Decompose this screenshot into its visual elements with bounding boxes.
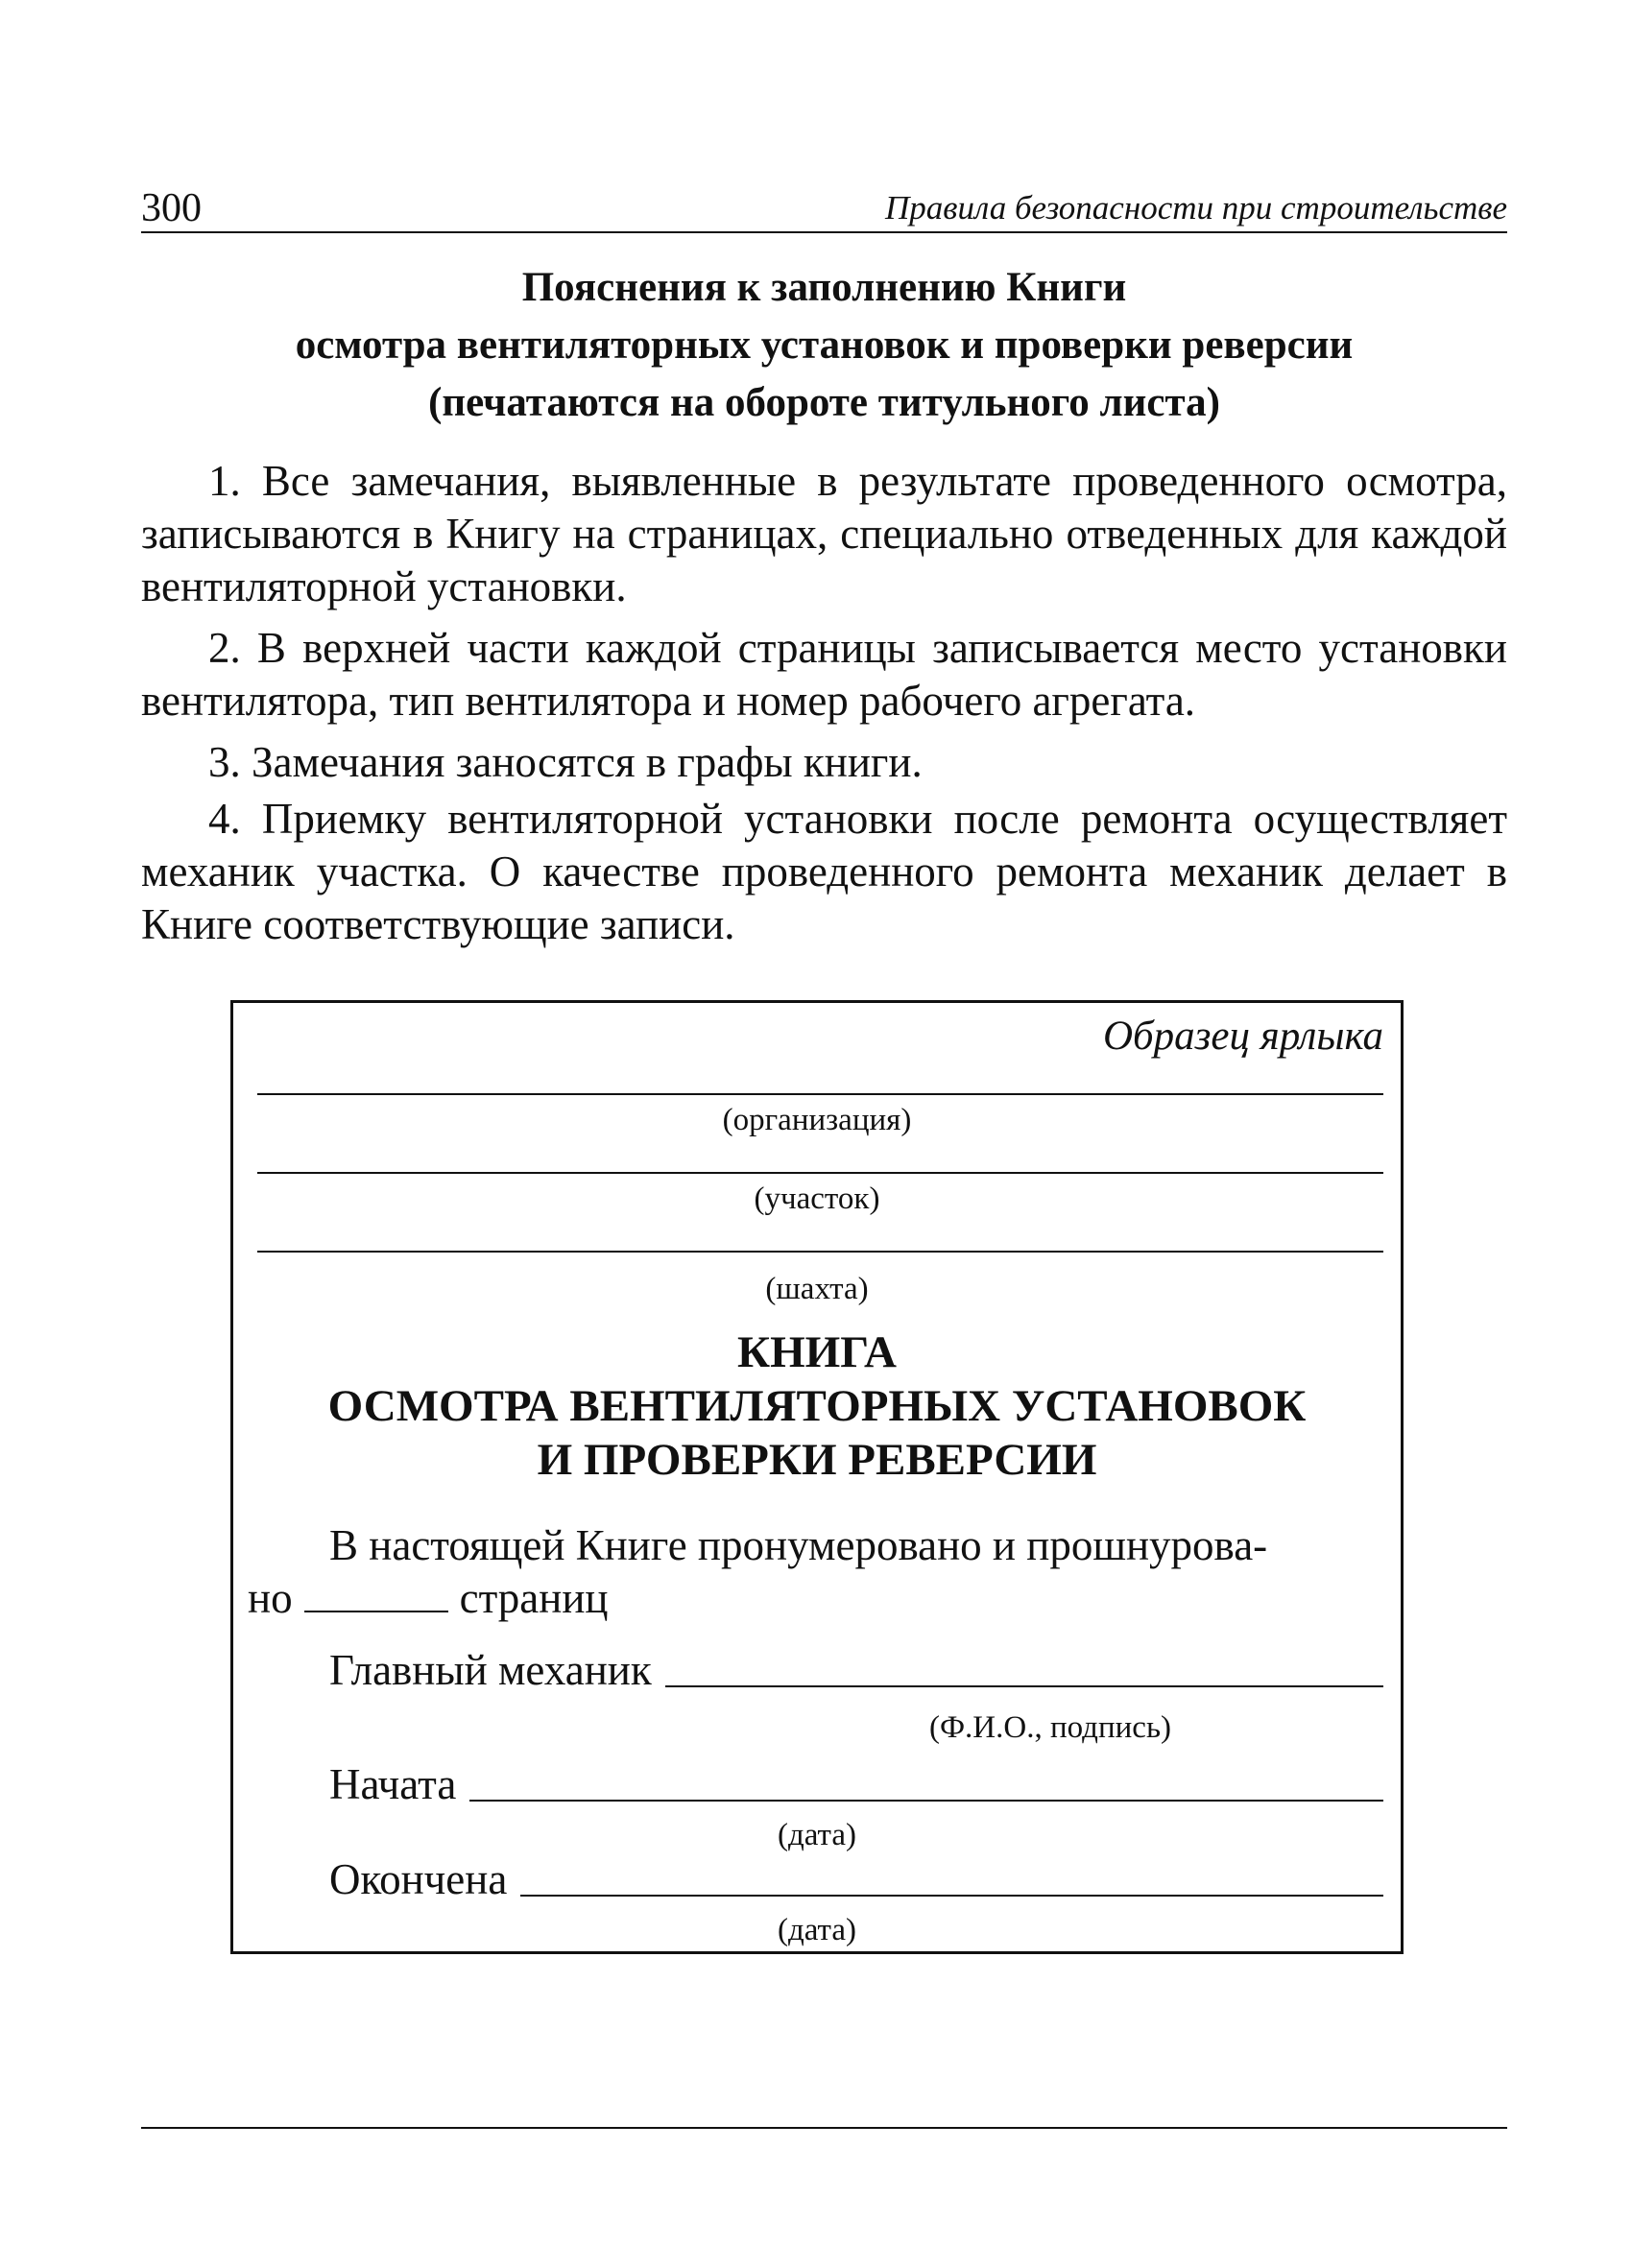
heading-line-2: осмотра вентиляторных установок и проверки реверсии	[295, 322, 1354, 368]
started-caption: (дата)	[777, 1818, 857, 1852]
page-header	[141, 185, 1507, 233]
page-count-statement	[248, 1519, 1383, 1625]
page-count-line-1: В настоящей Книге пронумеровано и прошнурова-	[329, 1521, 1268, 1569]
paragraph-4: 4. Приемку вентиляторной установки после ремонта осуществляет механик участка. О качестве проведенного ремонта механик делает в Книге соответствующие записи.	[141, 795, 1507, 948]
chief-mechanic-line	[665, 1685, 1383, 1687]
chief-mechanic-field	[329, 1644, 1383, 1697]
book-title	[233, 1325, 1401, 1487]
finished-field	[329, 1853, 1383, 1906]
heading-line-3: (печатаются на обороте титульного листа)	[428, 380, 1220, 425]
page-count-blank	[304, 1576, 448, 1612]
footer-rule	[141, 2127, 1507, 2129]
paragraph-3: 3. Замечания заносятся в графы книги.	[208, 738, 923, 786]
paragraph-1: 1. Все замечания, выявленные в результате проведенного осмотра, записываются в Книгу на страницах, специально отведенных для каждой вентиляторной установки.	[141, 457, 1507, 610]
chief-mechanic-label: Главный механик	[329, 1646, 652, 1694]
started-field	[329, 1758, 1383, 1811]
finished-label: Окончена	[329, 1855, 508, 1903]
book-title-line-2: ОСМОТРА ВЕНТИЛЯТОРНЫХ УСТАНОВОК	[327, 1381, 1307, 1431]
heading-line-1: Пояснения к заполнению Книги	[521, 265, 1127, 310]
book-title-line-1: КНИГА	[737, 1327, 897, 1377]
page-number: 300	[141, 186, 202, 230]
finished-caption: (дата)	[777, 1913, 857, 1947]
organization-caption: (организация)	[722, 1103, 912, 1137]
label-sample-caption: Образец ярлыка	[1102, 1014, 1383, 1059]
running-title: Правила безопасности при строительстве	[885, 189, 1507, 227]
mine-line	[257, 1251, 1383, 1253]
label-sample-box	[230, 1000, 1404, 1954]
page-count-line-2: но страниц	[248, 1574, 609, 1622]
section-line	[257, 1172, 1383, 1174]
paragraph-2: 2. В верхней части каждой страницы записывается место установки вентилятора, тип вентилятора и номер рабочего агрегата.	[141, 624, 1507, 725]
organization-line	[257, 1093, 1383, 1095]
started-line	[469, 1800, 1383, 1802]
chief-mechanic-caption: (Ф.И.О., подпись)	[929, 1710, 1171, 1745]
started-label: Начата	[329, 1760, 457, 1808]
section-caption: (участок)	[754, 1182, 880, 1216]
section-heading	[141, 259, 1507, 432]
finished-line	[520, 1895, 1383, 1897]
book-title-line-3: И ПРОВЕРКИ РЕВЕРСИИ	[537, 1435, 1097, 1485]
mine-caption: (шахта)	[765, 1272, 869, 1306]
